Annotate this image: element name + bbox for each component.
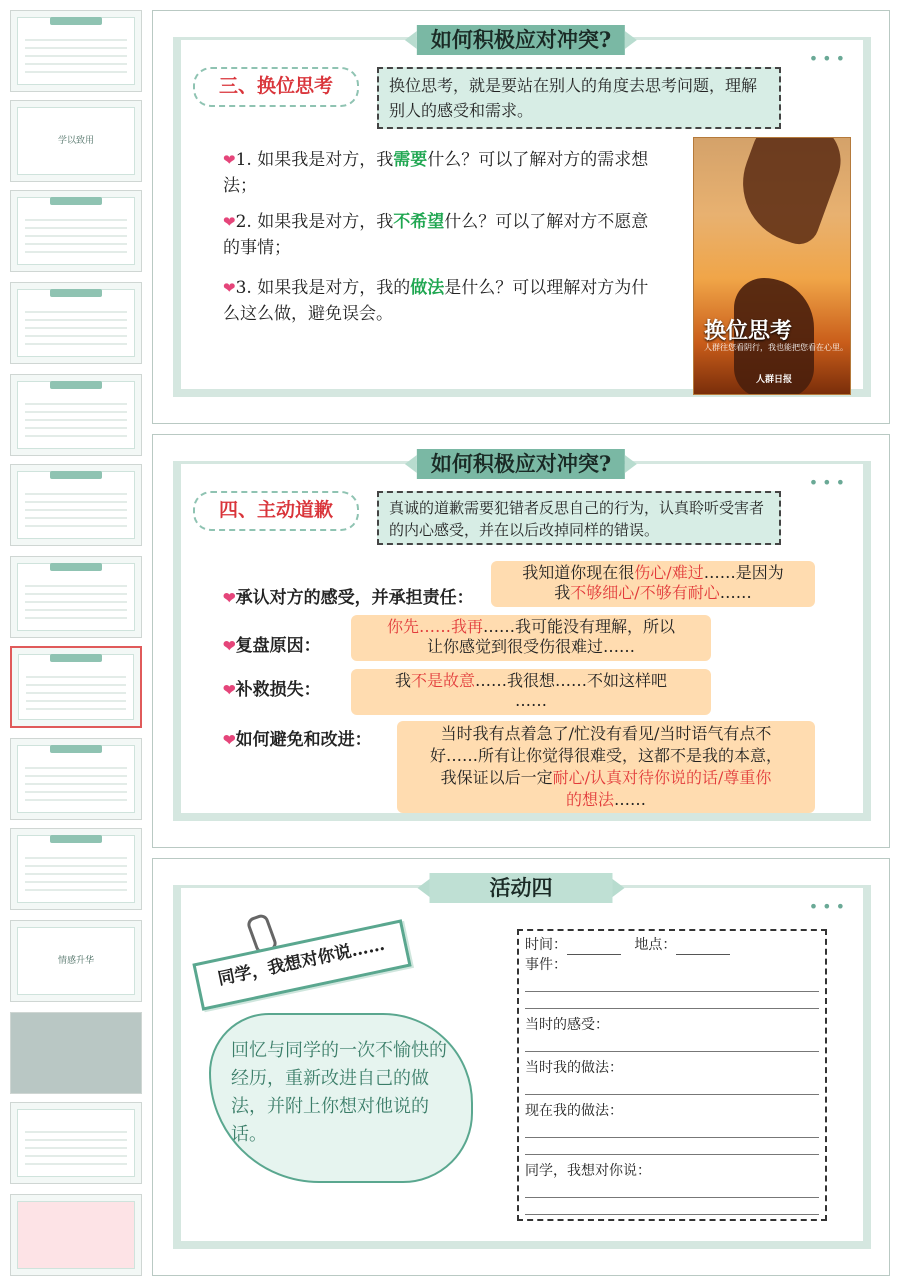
- point-text: 1. 如果我是对方，我: [235, 150, 394, 170]
- now-label: 现在我的做法：: [525, 1103, 623, 1119]
- point-text: 什么？可以了解对方的需求想法；: [223, 150, 649, 196]
- phrase-text: 当时我有点着急了/忙没有看见/当时语气有点不: [440, 724, 772, 743]
- phrase-key: 不是故意: [410, 671, 475, 690]
- heart-icon: ❤: [223, 731, 236, 749]
- slide-thumbnail-9[interactable]: [10, 738, 142, 820]
- point-text: 是什么？可以理解对方为什么这么做，避免误会。: [223, 278, 649, 324]
- row-label: [223, 585, 474, 611]
- image-logo: 人群日报: [756, 375, 793, 385]
- reflection-form: [517, 929, 827, 1221]
- definition-box: 真诚的道歉需要犯错者反思自己的行为，认真聆听受害者的内心感受，并在以后改掉同样的错误。: [377, 491, 781, 545]
- hand-shape: [726, 137, 851, 250]
- point-text: 2. 如果我是对方，我: [235, 212, 394, 232]
- phrase-text: ……: [515, 691, 547, 710]
- phrase-text: 我: [554, 583, 571, 602]
- slide-thumbnail-2[interactable]: [10, 100, 142, 182]
- answer-line[interactable]: [525, 1198, 819, 1215]
- slide-thumbnail-7[interactable]: [10, 556, 142, 638]
- slide-title: 如何积极应对冲突?: [417, 449, 625, 479]
- decorative-dots: •••: [808, 897, 849, 916]
- slide-thumbnail-5[interactable]: [10, 374, 142, 456]
- slide-thumbnail-10[interactable]: [10, 828, 142, 910]
- slide-thumbnail-6[interactable]: [10, 464, 142, 546]
- place-label: 地点：: [634, 937, 677, 953]
- heart-icon: ❤: [223, 589, 236, 607]
- heart-icon: ❤: [223, 681, 236, 699]
- point-2: [223, 209, 663, 261]
- thumbnail-label: 情感升华: [57, 956, 94, 966]
- image-subtitle: 人群往您看阴行，我也能把您看在心里。: [704, 343, 848, 352]
- slide-thumbnail-3[interactable]: [10, 190, 142, 272]
- point-1: [223, 147, 663, 199]
- section-heading: 四、主动道歉: [193, 491, 359, 531]
- label-text: 承认对方的感受，并承担责任：: [235, 588, 474, 608]
- phrase-box: [351, 669, 711, 715]
- heart-icon: ❤: [223, 213, 236, 231]
- keyword: 做法: [410, 278, 445, 298]
- slide-thumbnail-11[interactable]: [10, 920, 142, 1002]
- place-blank[interactable]: [676, 940, 730, 955]
- keyword: 需要: [393, 150, 428, 170]
- slide-thumbnail-1[interactable]: [10, 10, 142, 92]
- section-heading: 三、换位思考: [193, 67, 359, 107]
- activity-prompt: 回忆与同学的一次不愉快的经历，重新改进自己的做法，并附上你想对他说的话。: [209, 1013, 473, 1183]
- phrase-text: ……: [719, 583, 752, 602]
- answer-line[interactable]: [525, 1181, 819, 1198]
- phrase-text: 好……所有让你觉得很难受，这都不是我的本意，: [429, 746, 782, 765]
- event-label: 事件：: [525, 957, 567, 973]
- row-label: [223, 677, 321, 703]
- point-text: 3. 如果我是对方，我的: [235, 278, 411, 298]
- time-blank[interactable]: [567, 940, 621, 955]
- phrase-box: [491, 561, 815, 607]
- phrase-text: 我: [394, 671, 411, 690]
- phrase-key: 不够细心/不够有耐心: [570, 583, 720, 602]
- answer-line[interactable]: [525, 1121, 819, 1138]
- row-label: [223, 727, 372, 753]
- phrase-key: 耐心/认真对待你说的话/尊重你: [552, 768, 772, 787]
- slide-activity-four: [152, 858, 890, 1276]
- phrase-key: 你先……我再: [386, 617, 483, 636]
- row-label: [223, 633, 321, 659]
- answer-line[interactable]: [525, 975, 819, 992]
- label-text: 如何避免和改进：: [235, 730, 372, 750]
- image-title: 换位思考: [704, 318, 793, 344]
- time-place-row: [525, 935, 819, 955]
- slide-thumbnail-8-selected[interactable]: [10, 646, 142, 728]
- decorative-dots: •••: [808, 49, 849, 68]
- phrase-text: ……我很想……不如这样吧: [475, 671, 668, 690]
- slide-thumbnail-panel: [0, 0, 148, 1286]
- heart-icon: ❤: [223, 279, 236, 297]
- answer-line[interactable]: [525, 1138, 819, 1155]
- say-label: 同学，我想对你说：: [525, 1163, 651, 1179]
- phrase-key: 伤心/难过: [634, 563, 704, 582]
- phrase-text: 我知道你现在很: [522, 563, 635, 582]
- heart-icon: ❤: [223, 637, 236, 655]
- point-3: [223, 275, 663, 327]
- note-card: 同学，我想对你说……: [192, 919, 411, 1010]
- time-label: 时间：: [525, 937, 567, 953]
- phrase-text: ……我可能没有理解，所以: [483, 617, 676, 636]
- answer-line[interactable]: [525, 1035, 819, 1052]
- heart-icon: ❤: [223, 151, 236, 169]
- point-text: 什么？可以了解对方不愿意的事情；: [223, 212, 649, 258]
- slide-apology: [152, 434, 890, 848]
- answer-line[interactable]: [525, 992, 819, 1009]
- reaching-hands-image: [693, 137, 851, 395]
- thumbnail-label: 学以致用: [57, 136, 94, 146]
- answer-line[interactable]: [525, 1078, 819, 1095]
- phrase-text: ……: [614, 790, 646, 809]
- then-label: 当时我的做法：: [525, 1060, 623, 1076]
- definition-box: 换位思考，就是要站在别人的角度去思考问题，理解别人的感受和需求。: [377, 67, 781, 129]
- slide-perspective-taking: [152, 10, 890, 424]
- decorative-dots: •••: [808, 473, 849, 492]
- slide-thumbnail-4[interactable]: [10, 282, 142, 364]
- keyword: 不希望: [393, 212, 445, 232]
- phrase-text: 我保证以后一定: [440, 768, 553, 787]
- phrase-text: ……是因为: [703, 563, 784, 582]
- phrase-box: [397, 721, 815, 813]
- slide-thumbnail-14[interactable]: [10, 1194, 142, 1276]
- slide-thumbnail-13[interactable]: [10, 1102, 142, 1184]
- label-text: 复盘原因：: [235, 636, 321, 656]
- phrase-text: 让你感觉到很受伤很难过……: [426, 637, 635, 656]
- slide-title: 活动四: [430, 873, 613, 903]
- phrase-box: [351, 615, 711, 661]
- slide-thumbnail-12[interactable]: [10, 1012, 142, 1094]
- phrase-key: 的想法: [565, 790, 614, 809]
- slide-title: 如何积极应对冲突?: [417, 25, 625, 55]
- label-text: 补救损失：: [235, 680, 321, 700]
- feeling-label: 当时的感受：: [525, 1017, 609, 1033]
